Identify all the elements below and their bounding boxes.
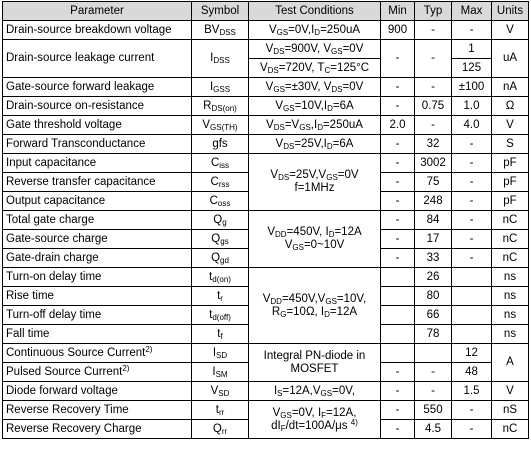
table-row [3,97,529,116]
conditions-cell: $V_{DS}=720V$, $T_C=125^\circ C$ [249,59,381,78]
min-cell: - [381,173,415,192]
unit-cell: S [492,135,529,154]
parameter-cell: Turn-off delay time [3,306,192,325]
unit-cell: nA [492,78,529,97]
unit-cell: nC [492,249,529,268]
typ-cell: - [415,116,452,135]
parameter-cell: Gate threshold voltage [3,116,192,135]
min-cell: - [381,363,415,382]
unit-cell: V [492,21,529,40]
table-row [3,40,529,59]
min-cell [381,325,415,344]
typ-cell: 33 [415,249,452,268]
typ-cell: 26 [415,268,452,287]
table-row [3,154,529,173]
typ-cell: - [415,40,452,78]
parameter-cell: Total gate charge [3,211,192,230]
unit-cell: nC [492,420,529,439]
unit-cell: nC [492,230,529,249]
symbol-cell: $t_{d(off)}$ [192,306,249,325]
symbol-cell: $t_{d(on)}$ [192,268,249,287]
max-cell [452,287,492,306]
header-units: Units [492,2,529,21]
typ-cell: - [415,21,452,40]
conditions-cell: $V_{GS}=\pm 30V$, $V_{DS}=0V$ [249,78,381,97]
unit-cell: A [492,344,529,382]
table-row [3,116,529,135]
typ-cell: 3002 [415,154,452,173]
table-row [3,211,529,230]
symbol-cell: $Q_{gs}$ [192,230,249,249]
typ-cell: 0.75 [415,97,452,116]
conditions-cell: $I_S=12A,V_{GS}=0V$, [249,382,381,401]
min-cell [381,287,415,306]
header-test-conditions: Test Conditions [249,2,381,21]
conditions-cell: Integral PN-diode in MOSFET [249,344,381,382]
symbol-cell: $t_f$ [192,325,249,344]
table-row [3,382,529,401]
max-cell [452,306,492,325]
unit-cell: ns [492,287,529,306]
parameter-cell: Drain-source breakdown voltage [3,21,192,40]
table-row [3,21,529,40]
typ-cell: 32 [415,135,452,154]
parameter-cell: Pulsed Source Current$^{2)}$ [3,363,192,382]
conditions-cell: $V_{GS}=0V,I_D=250uA$ [249,21,381,40]
min-cell: - [381,78,415,97]
conditions-cell: $V_{GS}=0V$, $I_F=12A$, $dI_F/dt=100A/\mu s$ $^{4)}$ [249,401,381,439]
header-parameter: Parameter [3,2,192,21]
min-cell: - [381,135,415,154]
min-cell: - [381,249,415,268]
max-cell: - [452,230,492,249]
typ-cell: - [415,363,452,382]
symbol-cell: $I_{SD}$ [192,344,249,363]
parameter-cell: Forward Transconductance [3,135,192,154]
symbol-cell: $BV_{DSS}$ [192,21,249,40]
parameter-cell: Gate-source forward leakage [3,78,192,97]
max-cell: - [452,154,492,173]
symbol-cell: $C_{rss}$ [192,173,249,192]
parameter-cell: Fall time [3,325,192,344]
max-cell: - [452,173,492,192]
unit-cell: ns [492,325,529,344]
symbol-cell: $I_{GSS}$ [192,78,249,97]
unit-cell: ns [492,268,529,287]
parameter-cell: Drain-source on-resistance [3,97,192,116]
unit-cell: nC [492,211,529,230]
symbol-cell: $V_{GS(TH)}$ [192,116,249,135]
symbol-cell: $I_{SM}$ [192,363,249,382]
max-cell: - [452,21,492,40]
table-row [3,268,529,287]
typ-cell: 84 [415,211,452,230]
table-row [3,401,529,420]
typ-cell: - [415,382,452,401]
max-cell: 1.5 [452,382,492,401]
max-cell: 1.0 [452,97,492,116]
typ-cell: 75 [415,173,452,192]
symbol-cell: $C_{iss}$ [192,154,249,173]
conditions-cell: $V_{DS}=900V$, $V_{GS}=0V$ [249,40,381,59]
unit-cell: pF [492,192,529,211]
header-min: Min [381,2,415,21]
max-cell: 1 [452,40,492,59]
min-cell: - [381,230,415,249]
symbol-cell: $R_{DS(on)}$ [192,97,249,116]
min-cell [381,344,415,363]
conditions-cell: $V_{DD}=450V,V_{GS}=10V$, $R_G=10\Omega$, $I_D=12A$ [249,268,381,344]
min-cell: - [381,420,415,439]
min-cell: - [381,40,415,78]
parameter-cell: Gate-drain charge [3,249,192,268]
symbol-cell: $Q_{gd}$ [192,249,249,268]
parameter-cell: Reverse Recovery Time [3,401,192,420]
symbol-cell: $t_r$ [192,287,249,306]
table-row [3,78,529,97]
parameter-cell: Turn-on delay time [3,268,192,287]
symbol-cell: gfs [192,135,249,154]
min-cell: - [381,192,415,211]
min-cell: - [381,97,415,116]
typ-cell: 550 [415,401,452,420]
min-cell: - [381,211,415,230]
conditions-cell: $V_{DD}=450V$, $I_D=12A$ $V_{GS}=0\sim 10V$ [249,211,381,268]
max-cell: 12 [452,344,492,363]
conditions-cell: $V_{DS}=V_{GS},I_D=250uA$ [249,116,381,135]
parameter-cell: Diode forward voltage [3,382,192,401]
unit-cell: pF [492,154,529,173]
unit-cell: pF [492,173,529,192]
max-cell: - [452,420,492,439]
min-cell [381,306,415,325]
unit-cell: nS [492,401,529,420]
table-row [3,135,529,154]
unit-cell: V [492,116,529,135]
typ-cell: 80 [415,287,452,306]
min-cell: - [381,401,415,420]
parameter-cell: Reverse Recovery Charge [3,420,192,439]
max-cell: 4.0 [452,116,492,135]
parameter-cell: Continuous Source Current$^{2)}$ [3,344,192,363]
typ-cell: - [415,78,452,97]
header-typ: Typ [415,2,452,21]
max-cell: - [452,249,492,268]
parameter-cell: Reverse transfer capacitance [3,173,192,192]
min-cell [381,268,415,287]
max-cell: 125 [452,59,492,78]
parameter-cell: Rise time [3,287,192,306]
typ-cell: 17 [415,230,452,249]
header-symbol: Symbol [192,2,249,21]
symbol-cell: $Q_{rr}$ [192,420,249,439]
max-cell [452,268,492,287]
min-cell: - [381,382,415,401]
max-cell: - [452,135,492,154]
symbol-cell: $t_{rr}$ [192,401,249,420]
parameter-cell: Gate-source charge [3,230,192,249]
max-cell: ±100 [452,78,492,97]
typ-cell: 4.5 [415,420,452,439]
unit-cell: Ω [492,97,529,116]
typ-cell: 248 [415,192,452,211]
conditions-cell: $V_{GS}=10V,I_D=6A$ [249,97,381,116]
typ-cell: 78 [415,325,452,344]
symbol-cell: $V_{SD}$ [192,382,249,401]
unit-cell: V [492,382,529,401]
unit-cell: uA [492,40,529,78]
conditions-cell: $V_{DS}=25V,I_D=6A$ [249,135,381,154]
typ-cell [415,344,452,363]
max-cell: 48 [452,363,492,382]
header-max: Max [452,2,492,21]
symbol-cell: $I_{DSS}$ [192,40,249,78]
min-cell: 900 [381,21,415,40]
max-cell: - [452,401,492,420]
symbol-cell: $Q_g$ [192,211,249,230]
parameter-cell: Drain-source leakage current [3,40,192,78]
typ-cell: 66 [415,306,452,325]
min-cell: - [381,154,415,173]
parameter-cell: Input capacitance [3,154,192,173]
header-row [3,2,529,21]
table-row [3,344,529,363]
max-cell [452,325,492,344]
max-cell: - [452,211,492,230]
unit-cell: ns [492,306,529,325]
electrical-characteristics-table [2,1,529,439]
min-cell: 2.0 [381,116,415,135]
parameter-cell: Output capacitance [3,192,192,211]
conditions-cell: $V_{DS}=25V,V_{GS}=0V$ f=1MHz [249,154,381,211]
symbol-cell: $C_{oss}$ [192,192,249,211]
max-cell: - [452,192,492,211]
